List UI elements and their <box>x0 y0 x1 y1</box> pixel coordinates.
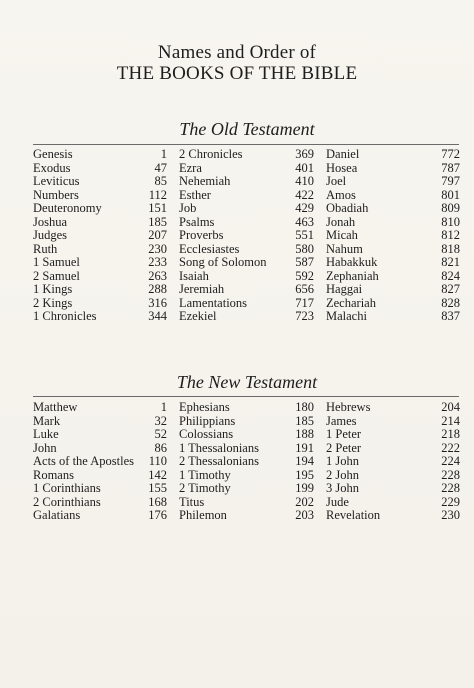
book-page-number: 463 <box>295 214 314 229</box>
book-name: Revelation <box>326 508 381 522</box>
book-entry <box>179 401 314 415</box>
book-page-number: 551 <box>295 228 314 242</box>
book-page-number: 580 <box>295 241 314 256</box>
book-entry <box>326 509 460 523</box>
book-page-number: 233 <box>148 255 167 269</box>
book-entry <box>179 415 314 429</box>
book-name: 2 Chronicles <box>179 147 243 161</box>
book-page-number: 185 <box>295 413 314 428</box>
book-name: 2 Timothy <box>179 481 231 495</box>
book-name: Habakkuk <box>326 255 378 269</box>
book-page-number: 772 <box>441 147 460 161</box>
book-entry <box>179 283 314 297</box>
book-entry <box>326 256 460 270</box>
book-name: Malachi <box>326 309 367 323</box>
new-testament-heading: The New Testament <box>176 372 318 392</box>
book-name: Judges <box>33 228 68 242</box>
book-name: Daniel <box>326 147 360 161</box>
book-name: Zechariah <box>326 295 376 310</box>
book-entry <box>33 297 167 311</box>
book-page-number: 592 <box>295 268 314 283</box>
book-page-number: 47 <box>154 160 167 175</box>
book-entry <box>326 243 460 257</box>
book-page-number: 224 <box>441 454 460 468</box>
book-page-number: 369 <box>295 147 314 161</box>
book-name: Psalms <box>179 214 215 229</box>
book-page-number: 180 <box>295 400 314 414</box>
book-page-number: 191 <box>295 440 314 455</box>
book-name: Amos <box>326 187 356 202</box>
book-name: Zephaniah <box>326 268 379 283</box>
book-page-number: 228 <box>441 481 460 495</box>
book-name: Numbers <box>33 187 79 202</box>
book-page-number: 230 <box>148 241 167 256</box>
book-entry <box>326 148 460 162</box>
book-entry <box>179 189 314 203</box>
book-name: Isaiah <box>179 268 209 283</box>
book-page-number: 723 <box>295 309 314 323</box>
book-name: Ephesians <box>179 400 230 414</box>
book-entry <box>179 270 314 284</box>
book-entry <box>33 229 167 243</box>
book-entry <box>33 442 167 456</box>
book-name: Galatians <box>33 508 81 522</box>
book-name: Jeremiah <box>179 282 225 296</box>
book-name: John <box>33 440 57 455</box>
book-entry <box>179 256 314 270</box>
book-name: Acts of the Apostles <box>33 454 135 468</box>
book-page-number: 429 <box>295 201 314 215</box>
book-entry <box>179 482 314 496</box>
book-page-number: 142 <box>148 467 167 482</box>
book-name: 1 Samuel <box>33 255 80 269</box>
new-testament-column-2 <box>179 401 314 523</box>
book-page-number: 214 <box>441 413 460 428</box>
book-entry <box>326 469 460 483</box>
book-name: Philippians <box>179 413 236 428</box>
book-entry <box>179 148 314 162</box>
book-entry <box>33 189 167 203</box>
book-page-number: 228 <box>441 467 460 482</box>
book-entry <box>179 428 314 442</box>
book-entry <box>33 270 167 284</box>
book-entry <box>326 310 460 324</box>
book-page-number: 204 <box>441 400 460 414</box>
book-page-number: 656 <box>295 282 314 296</box>
old-testament-column-3 <box>326 148 460 324</box>
book-entry <box>179 442 314 456</box>
book-entry <box>179 455 314 469</box>
book-entry <box>326 442 460 456</box>
book-name: 2 Kings <box>33 295 73 310</box>
book-entry <box>179 243 314 257</box>
book-name: Esther <box>179 187 211 202</box>
book-name: 1 Kings <box>33 282 73 296</box>
book-entry <box>33 243 167 257</box>
book-page-number: 801 <box>441 187 460 202</box>
book-entry <box>33 216 167 230</box>
book-page-number: 797 <box>441 174 460 188</box>
book-name: 1 Corinthians <box>33 481 101 495</box>
book-entry <box>33 283 167 297</box>
document-title-line-1: Names and Order of <box>157 42 317 63</box>
book-name: 1 Chronicles <box>33 309 97 323</box>
book-page-number: 155 <box>148 481 167 495</box>
book-name: Lamentations <box>179 295 248 310</box>
book-page-number: 222 <box>441 440 460 455</box>
old-testament-heading: The Old Testament <box>179 119 315 139</box>
book-name: Obadiah <box>326 201 369 215</box>
book-page-number: 818 <box>441 241 460 256</box>
book-page-number: 809 <box>441 201 460 215</box>
book-name: 2 Corinthians <box>33 494 101 509</box>
book-entry <box>33 202 167 216</box>
book-entry <box>33 415 167 429</box>
book-page-number: 422 <box>295 187 314 202</box>
book-entry <box>33 496 167 510</box>
book-page-number: 32 <box>154 413 167 428</box>
book-entry <box>179 310 314 324</box>
book-name: Ruth <box>33 241 58 256</box>
book-page-number: 827 <box>441 282 460 296</box>
book-name: Joel <box>326 174 347 188</box>
book-page-number: 288 <box>148 282 167 296</box>
book-page-number: 52 <box>154 427 167 441</box>
book-page-number: 810 <box>441 214 460 229</box>
book-page-number: 717 <box>295 295 314 310</box>
book-page-number: 824 <box>441 268 460 283</box>
book-name: Genesis <box>33 147 73 161</box>
book-entry <box>326 496 460 510</box>
book-entry <box>33 256 167 270</box>
book-entry <box>179 162 314 176</box>
new-testament-column-3 <box>326 401 460 523</box>
book-name: Deuteronomy <box>33 201 102 215</box>
book-name: Jonah <box>326 214 356 229</box>
book-name: Nahum <box>326 241 363 256</box>
book-page-number: 218 <box>441 427 460 441</box>
book-name: 1 John <box>326 454 359 468</box>
book-entry <box>33 162 167 176</box>
book-name: Colossians <box>179 427 234 441</box>
book-page-number: 176 <box>148 508 167 522</box>
book-name: Haggai <box>326 282 363 296</box>
book-name: James <box>326 413 357 428</box>
book-name: Hebrews <box>326 400 371 414</box>
book-entry <box>326 202 460 216</box>
book-name: Exodus <box>33 160 71 175</box>
book-name: 1 Thessalonians <box>179 440 259 455</box>
book-entry <box>179 202 314 216</box>
book-entry <box>326 401 460 415</box>
new-testament-column-1 <box>33 401 167 523</box>
book-name: Luke <box>33 427 59 441</box>
book-entry <box>33 401 167 415</box>
book-name: Ecclesiastes <box>179 241 240 256</box>
book-page-number: 316 <box>148 295 167 310</box>
book-page-number: 344 <box>148 309 167 323</box>
book-entry <box>326 270 460 284</box>
book-entry <box>33 469 167 483</box>
book-page-number: 194 <box>295 454 314 468</box>
book-entry <box>179 469 314 483</box>
book-entry <box>33 455 167 469</box>
book-name: 1 Timothy <box>179 467 231 482</box>
book-entry <box>33 175 167 189</box>
document-title-line-2: THE BOOKS OF THE BIBLE <box>116 63 358 84</box>
book-page-number: 230 <box>441 508 460 522</box>
book-name: Ezra <box>179 160 202 175</box>
book-entry <box>326 455 460 469</box>
book-entry <box>179 509 314 523</box>
old-testament-column-1 <box>33 148 167 324</box>
book-name: Mark <box>33 413 61 428</box>
book-entry <box>33 509 167 523</box>
book-entry <box>33 310 167 324</box>
book-page-number: 199 <box>295 481 314 495</box>
book-entry <box>326 297 460 311</box>
book-name: Hosea <box>326 160 358 175</box>
book-page-number: 188 <box>295 427 314 441</box>
book-name: 2 Samuel <box>33 268 80 283</box>
book-page-number: 263 <box>148 268 167 283</box>
book-page-number: 1 <box>160 400 167 414</box>
book-entry <box>179 175 314 189</box>
book-entry <box>179 297 314 311</box>
book-entry <box>33 482 167 496</box>
book-entry <box>326 482 460 496</box>
book-name: 1 Peter <box>326 427 362 441</box>
book-entry <box>179 229 314 243</box>
book-name: Leviticus <box>33 174 80 188</box>
book-entry <box>326 175 460 189</box>
book-name: 2 John <box>326 467 359 482</box>
book-entry <box>326 415 460 429</box>
book-name: Song of Solomon <box>179 255 267 269</box>
book-name: 2 Peter <box>326 440 362 455</box>
book-name: Philemon <box>179 508 227 522</box>
book-name: 3 John <box>326 481 359 495</box>
book-entry <box>179 496 314 510</box>
book-page-number: 828 <box>441 295 460 310</box>
book-entry <box>326 229 460 243</box>
book-page-number: 185 <box>148 214 167 229</box>
book-name: Matthew <box>33 400 78 414</box>
book-page-number: 587 <box>295 255 314 269</box>
book-page-number: 821 <box>441 255 460 269</box>
book-name: Nehemiah <box>179 174 231 188</box>
book-page-number: 151 <box>148 201 167 215</box>
book-entry <box>326 283 460 297</box>
book-page-number: 229 <box>441 494 460 509</box>
book-name: Proverbs <box>179 228 224 242</box>
book-page-number: 837 <box>441 309 460 323</box>
book-page-number: 203 <box>295 508 314 522</box>
book-entry <box>326 216 460 230</box>
book-page-number: 202 <box>295 494 314 509</box>
book-entry <box>326 189 460 203</box>
old-testament-divider <box>33 144 459 145</box>
book-page-number: 85 <box>154 174 167 188</box>
book-page-number: 207 <box>148 228 167 242</box>
book-entry <box>33 428 167 442</box>
book-entry <box>326 162 460 176</box>
book-entry <box>179 216 314 230</box>
book-page-number: 195 <box>295 467 314 482</box>
book-name: Job <box>179 201 197 215</box>
book-name: Romans <box>33 467 74 482</box>
book-name: Jude <box>326 494 349 509</box>
book-name: Joshua <box>33 214 68 229</box>
book-name: Ezekiel <box>179 309 217 323</box>
book-page-number: 410 <box>295 174 314 188</box>
old-testament-column-2 <box>179 148 314 324</box>
book-name: 2 Thessalonians <box>179 454 259 468</box>
book-entry <box>326 428 460 442</box>
book-page-number: 787 <box>441 160 460 175</box>
new-testament-divider <box>33 396 459 397</box>
book-page-number: 812 <box>441 228 460 242</box>
book-name: Micah <box>326 228 358 242</box>
book-page-number: 401 <box>295 160 314 175</box>
book-page-number: 112 <box>148 187 167 202</box>
book-page-number: 168 <box>148 494 167 509</box>
book-page-number: 86 <box>154 440 167 455</box>
book-name: Titus <box>179 494 205 509</box>
book-page-number: 110 <box>148 454 167 468</box>
book-page-number: 1 <box>160 147 167 161</box>
book-entry <box>33 148 167 162</box>
